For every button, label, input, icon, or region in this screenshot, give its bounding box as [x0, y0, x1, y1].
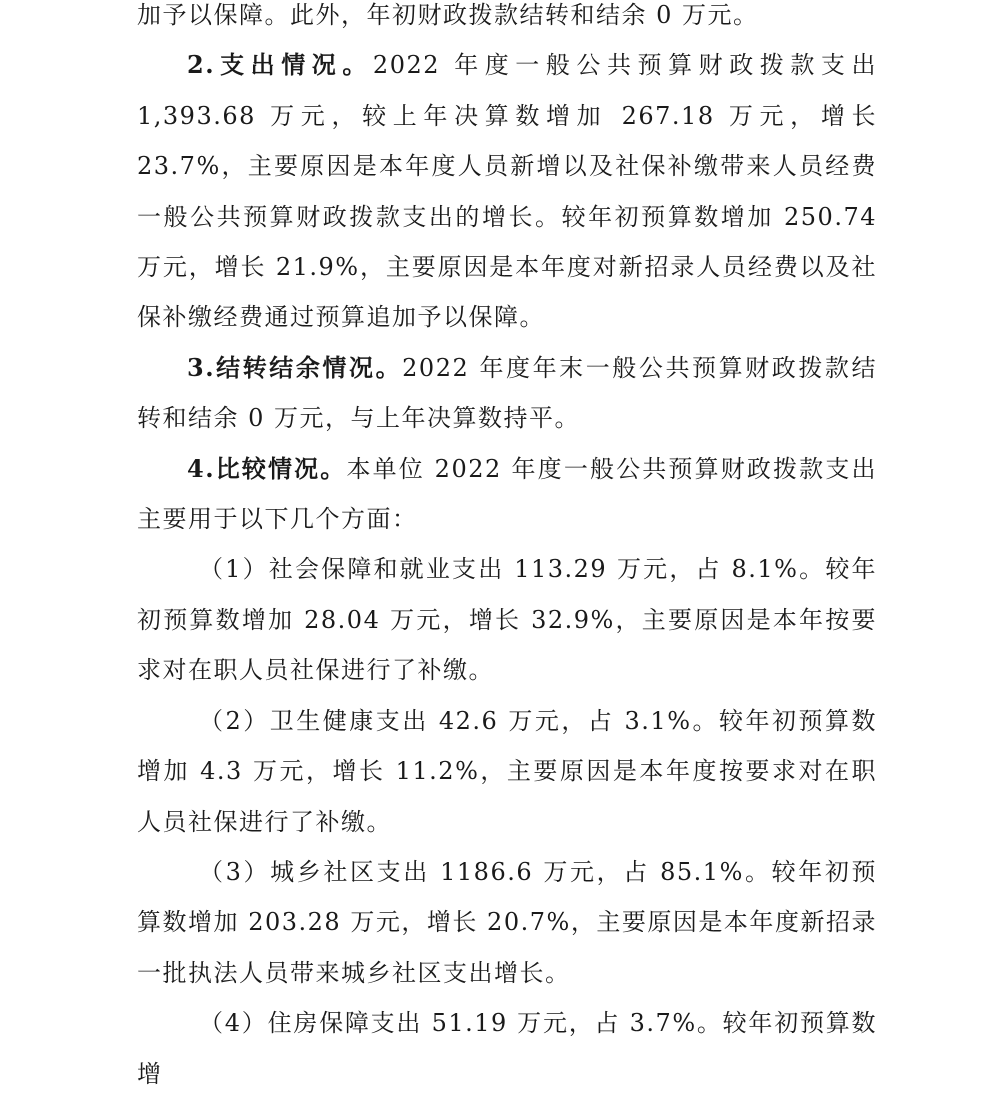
- paragraph-expenditure: [137, 40, 877, 342]
- list-item-housing: [137, 998, 877, 1099]
- paragraph-text: （4）住房保障支出 51.19 万元，占 3.7%。较年初预算数增: [137, 1009, 877, 1088]
- paragraph-text: （2）卫生健康支出 42.6 万元，占 3.1%。较年初预算数增加 4.3 万元，增长 11.2%，主要原因是本年度按要求对在职人员社保进行了补缴。: [137, 706, 877, 836]
- section-heading: 4.比较情况。: [187, 453, 347, 483]
- paragraph-text: 加予以保障。此外，年初财政拨款结转和结余 0 万元。: [137, 1, 759, 29]
- paragraph-text: 2022 年度一般公共预算财政拨款支出 1,393.68 万元，较上年决算数增加 267.18 万元，增长 23.7%，主要原因是本年度人员新增以及社保补缴带来人员经费一般公共预算财政拨款支出的增长。较年初预算数增加 250.74 万元，增长 21.9%，主要原因是本年度对新招录人员经费以及社保补缴经费通过预算追加予以保障。: [137, 51, 877, 332]
- document-page: [137, 0, 877, 1099]
- paragraph-carryover: [137, 343, 877, 444]
- list-item-urban-rural: [137, 847, 877, 998]
- section-heading: 3.结转结余情况。: [187, 352, 403, 382]
- paragraph-text: （1）社会保障和就业支出 113.29 万元，占 8.1%。较年初预算数增加 28.04 万元，增长 32.9%，主要原因是本年按要求对在职人员社保进行了补缴。: [137, 555, 877, 685]
- section-heading: 2.支出情况。: [187, 50, 373, 80]
- paragraph-text: 2022 年度年末一般公共预算财政拨款结转和结余 0 万元，与上年决算数持平。: [137, 353, 877, 433]
- paragraph-continuation: [137, 0, 877, 40]
- paragraph-text: （3）城乡社区支出 1186.6 万元，占 85.1%。较年初预算数增加 203.28 万元，增长 20.7%，主要原因是本年度新招录一批执法人员带来城乡社区支出增长。: [137, 857, 877, 987]
- paragraph-comparison: [137, 444, 877, 545]
- list-item-health: [137, 696, 877, 847]
- list-item-social-security: [137, 544, 877, 695]
- paragraph-text: 本单位 2022 年度一般公共预算财政拨款支出主要用于以下几个方面：: [137, 454, 877, 534]
